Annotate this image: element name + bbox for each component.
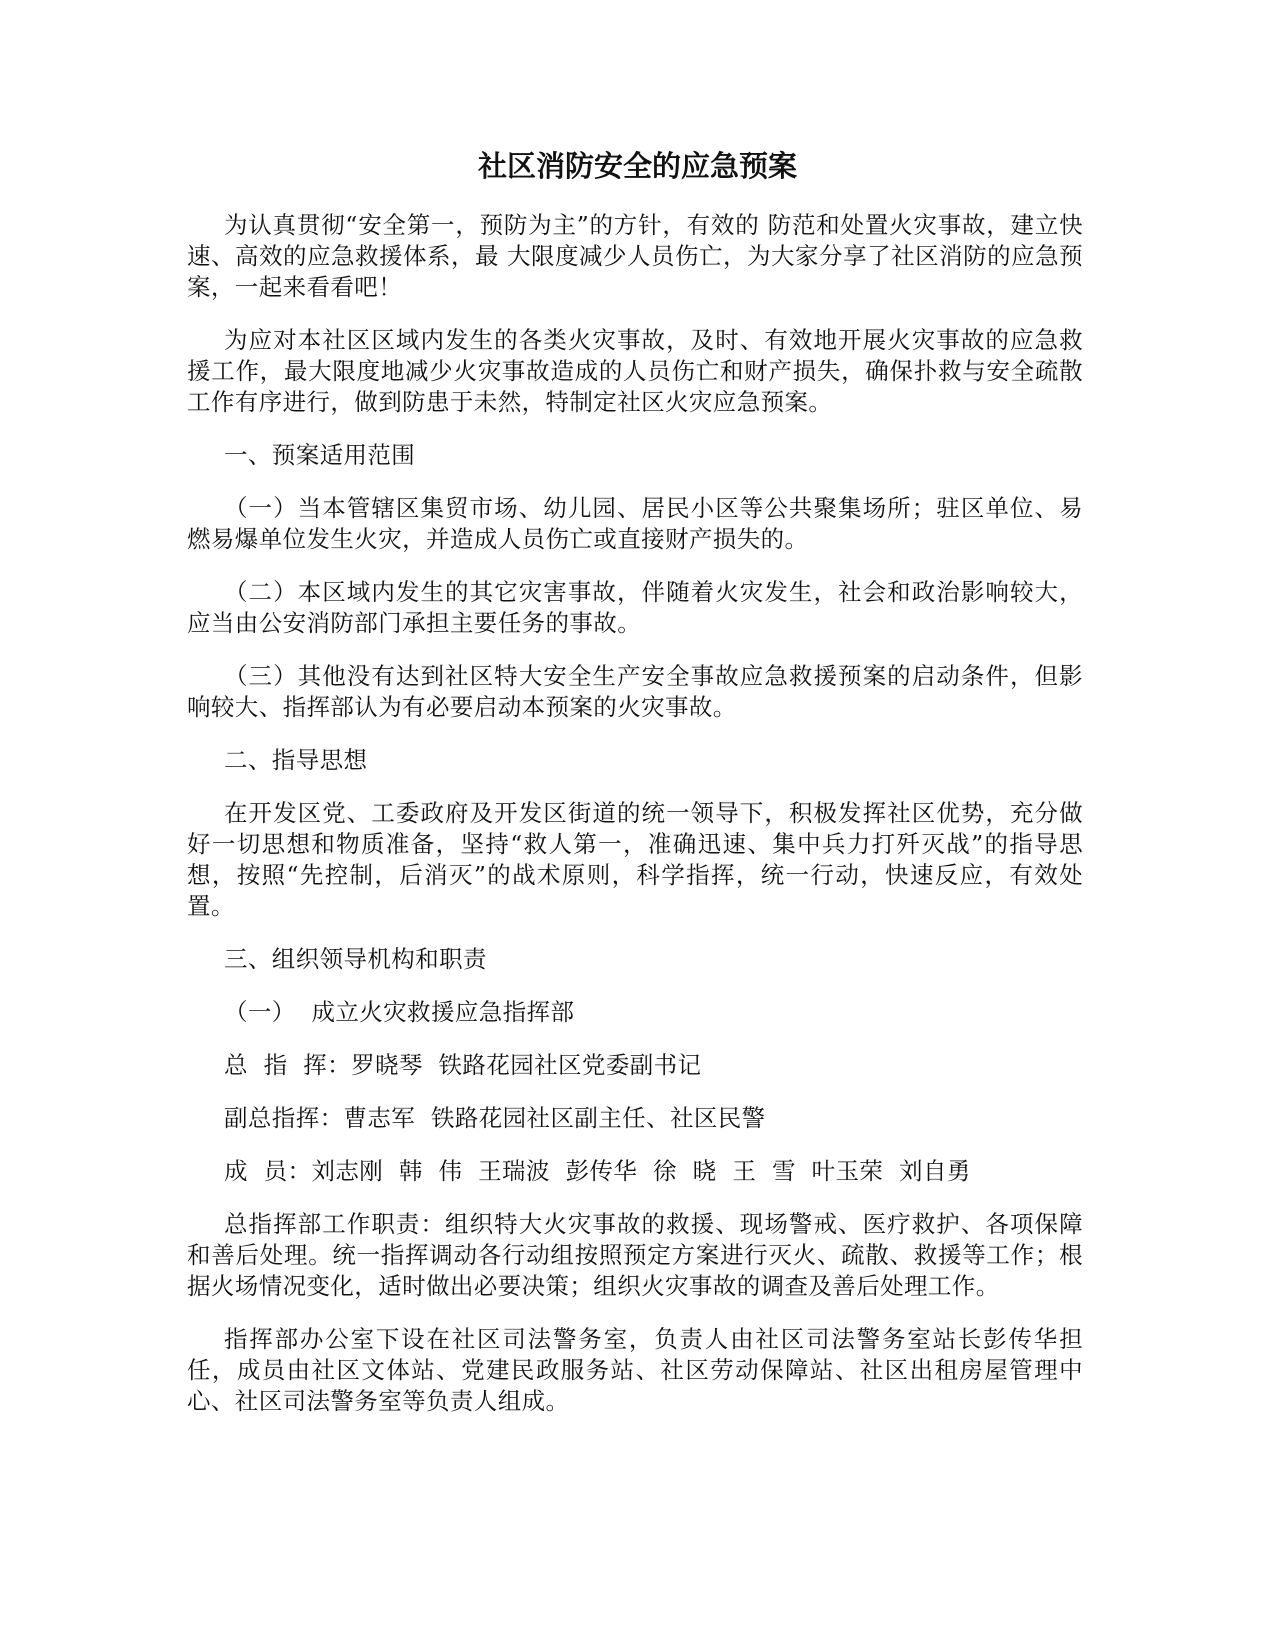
deputy-commander-line: 副总指挥：曹志军 铁路花园社区副主任、社区民警 (224, 1104, 766, 1132)
purpose-paragraph: 为应对本社区区域内发生的各类火灾事故，及时、有效地开展火灾事故的应急救援工作，最大限度地减少火灾事故造成的人员伤亡和财产损失，确保扑救与安全疏散工作有序进行，做到防患于未然，特制定社区火灾应急预案。 (187, 326, 1083, 416)
section-heading-scope: 一、预案适用范围 (224, 441, 416, 469)
guidance-paragraph: 在开发区党、工委政府及开发区街道的统一领导下，积极发挥社区优势，充分做好一切思想和物质准备，坚持“救人第一，准确迅速、集中兵力打歼灭战”的指导思想，按照“先控制，后消灭”的战术原则，科学指挥，统一行动，快速反应，有效处置。 (187, 799, 1083, 920)
document-title: 社区消防安全的应急预案 (477, 149, 797, 183)
office-setup-paragraph: 指挥部办公室下设在社区司法警务室，负责人由社区司法警务室站长彭传华担任，成员由社区文体站、党建民政服务站、社区劳动保障站、社区出租房屋管理中心、社区司法警务室等负责人组成。 (187, 1325, 1083, 1415)
headquarters-duties-paragraph: 总指挥部工作职责：组织特大火灾事故的救援、现场警戒、医疗救护、各项保障和善后处理。统一指挥调动各行动组按照预定方案进行灭火、疏散、救援等工作；根据火场情况变化，适时做出必要决策；组织火灾事故的调查及善后处理工作。 (187, 1210, 1083, 1300)
scope-item-3: （三）其他没有达到社区特大安全生产安全事故应急救援预案的启动条件，但影响较大、指挥部认为有必要启动本预案的火灾事故。 (187, 662, 1083, 721)
members-line: 成 员：刘志刚 韩 伟 王瑞波 彭传华 徐 晓 王 雪 叶玉荣 刘自勇 (224, 1157, 971, 1185)
intro-paragraph: 为认真贯彻“安全第一，预防为主”的方针，有效的 防范和处置火灾事故，建立快速、高效的应急救援体系，最 大限度减少人员伤亡，为大家分享了社区消防的应急预案，一起来看看吧！ (187, 211, 1083, 301)
section-heading-organization: 三、组织领导机构和职责 (224, 945, 487, 973)
scope-item-2: （二）本区域内发生的其它灾害事故，伴随着火灾发生，社会和政治影响较大，应当由公安消防部门承担主要任务的事故。 (187, 578, 1083, 637)
document-body (187, 210, 1083, 1439)
scope-item-1: （一）当本管辖区集贸市场、幼儿园、居民小区等公共聚集场所；驻区单位、易燃易爆单位发生火灾，并造成人员伤亡或直接财产损失的。 (187, 494, 1083, 553)
chief-commander-line: 总 指 挥：罗晓琴 铁路花园社区党委副书记 (224, 1051, 702, 1079)
section-heading-guidance: 二、指导思想 (224, 746, 368, 774)
organization-subheading: （一） 成立火灾救援应急指挥部 (224, 998, 575, 1026)
